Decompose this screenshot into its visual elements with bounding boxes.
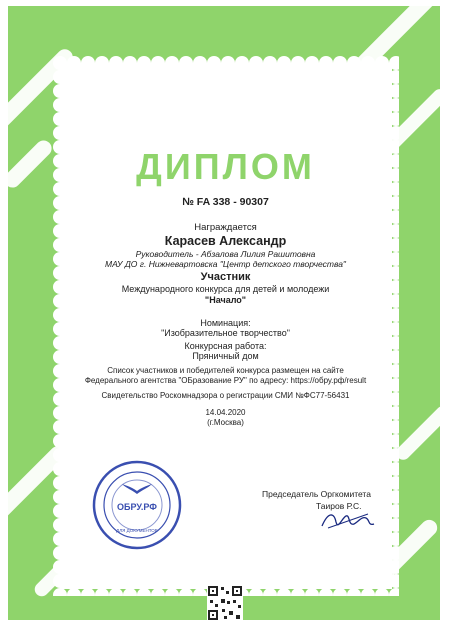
nomination-label: Номинация: <box>200 318 251 328</box>
bird-logo-icon <box>118 78 182 118</box>
awarded-label: Награждается <box>194 222 257 233</box>
list-info-line1: Список участников и победителей конкурса размещен на сайте <box>107 366 344 375</box>
nomination: "Изобразительное творчество" <box>161 328 290 338</box>
registration-info: Свидетельство Роскомнадзора о регистрации СМИ №ФС77-56431 <box>101 391 350 400</box>
list-info-line2: Федерального агентства "ОБразование РУ" по адресу: https://обру.рф/result <box>84 376 367 385</box>
institution: МАУ ДО г. Нижневартовска "Центр детского творчества" <box>105 259 346 269</box>
supervisor: Руководитель - Абзалова Лилия Рашитовна <box>135 249 316 259</box>
brand-subtitle-line2: агентства «Образование РУ» <box>188 109 310 119</box>
contest: Международного конкурса для детей и молодежи <box>121 284 330 294</box>
site-link[interactable]: https://обру.рф <box>153 125 214 135</box>
seal-stamp <box>92 460 182 550</box>
recipient-name: Карасев Александр <box>164 234 287 248</box>
brand-name: ОБРУ.РФ <box>188 80 259 97</box>
email-link[interactable]: info@obru.ru <box>241 125 294 135</box>
signature <box>318 508 378 534</box>
chairman-title: Председатель Оргкомитета <box>262 489 371 499</box>
issue-date: 14.04.2020 <box>205 408 246 417</box>
work-label: Конкурсная работа: <box>184 341 267 351</box>
contest-name: "Начало" <box>204 295 247 305</box>
seal-center-text: ОБРУ.РФ <box>117 502 157 512</box>
status: Участник <box>200 271 251 283</box>
qr-code-icon <box>207 585 243 621</box>
seal-bottom-text: ДЛЯ ДОКУМЕНТОВ <box>116 528 158 533</box>
brand-subtitle-line1: Официальный сайт Федерального <box>188 98 336 108</box>
diploma-title: ДИПЛОМ <box>136 146 315 187</box>
chairman-name: Таиров Р.С. <box>316 501 362 511</box>
diploma-number: № FA 338 - 90307 <box>182 196 269 208</box>
issue-city: (г.Москва) <box>207 418 244 427</box>
work-title: Пряничный дом <box>192 351 259 361</box>
